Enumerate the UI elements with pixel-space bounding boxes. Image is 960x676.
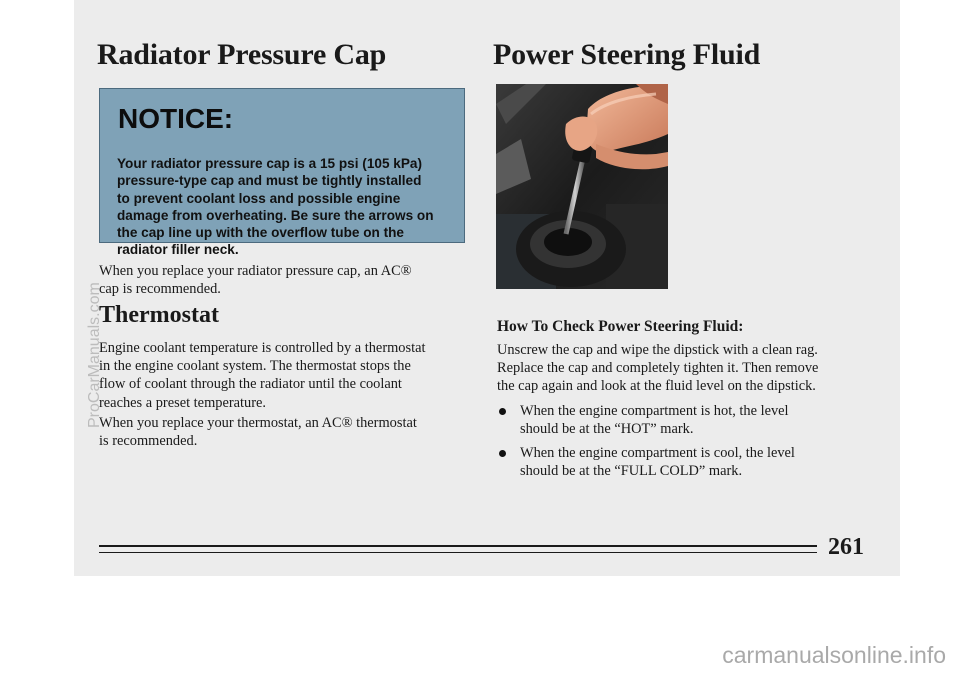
- bullet-hot: When the engine compartment is hot, the level should be at the “HOT” mark.: [520, 403, 789, 438]
- power-steering-dipstick-photo: [496, 84, 668, 289]
- bullet-cold: When the engine compartment is cool, the level should be at the “FULL COLD” mark.: [520, 445, 795, 480]
- thermostat-paragraph-2: When you replace your thermostat, an AC® thermostat is recommended.: [99, 415, 417, 450]
- notice-box: [99, 88, 465, 258]
- procarmanuals-watermark: ProCarManuals.com: [86, 282, 103, 428]
- cap-recommendation-paragraph: When you replace your radiator pressure cap, an AC® cap is recommended.: [99, 263, 412, 298]
- thermostat-heading: Thermostat: [99, 302, 219, 328]
- notice-body: Your radiator pressure cap is a 15 psi (105 kPa) pressure-type cap and must be tightly installed to prevent coolant loss and possible engine damage from overheating. Be sure the arrows on the cap line up with the overflow tube on the radiator filler neck.: [117, 156, 434, 258]
- footer-rule-top: [99, 545, 817, 547]
- footer-rule-bottom: [99, 552, 817, 553]
- notice-heading: NOTICE:: [118, 103, 234, 134]
- bullet-icon: [499, 408, 506, 415]
- page-number: 261: [828, 534, 864, 560]
- radiator-cap-title: Radiator Pressure Cap: [97, 38, 387, 71]
- carmanualsonline-watermark: carmanualsonline.info: [722, 642, 946, 668]
- power-steering-title: Power Steering Fluid: [493, 38, 761, 71]
- check-fluid-heading: How To Check Power Steering Fluid:: [497, 318, 744, 335]
- thermostat-paragraph-1: Engine coolant temperature is controlled by a thermostat in the engine coolant system. The thermostat stops the flow of coolant through the radiator until the coolant reaches a preset temperature.: [99, 340, 426, 411]
- bullet-icon: [499, 450, 506, 457]
- check-fluid-paragraph: Unscrew the cap and wipe the dipstick with a clean rag. Replace the cap and completely tighten it. Then remove the cap again and look at the fluid level on the dipstick.: [497, 342, 819, 395]
